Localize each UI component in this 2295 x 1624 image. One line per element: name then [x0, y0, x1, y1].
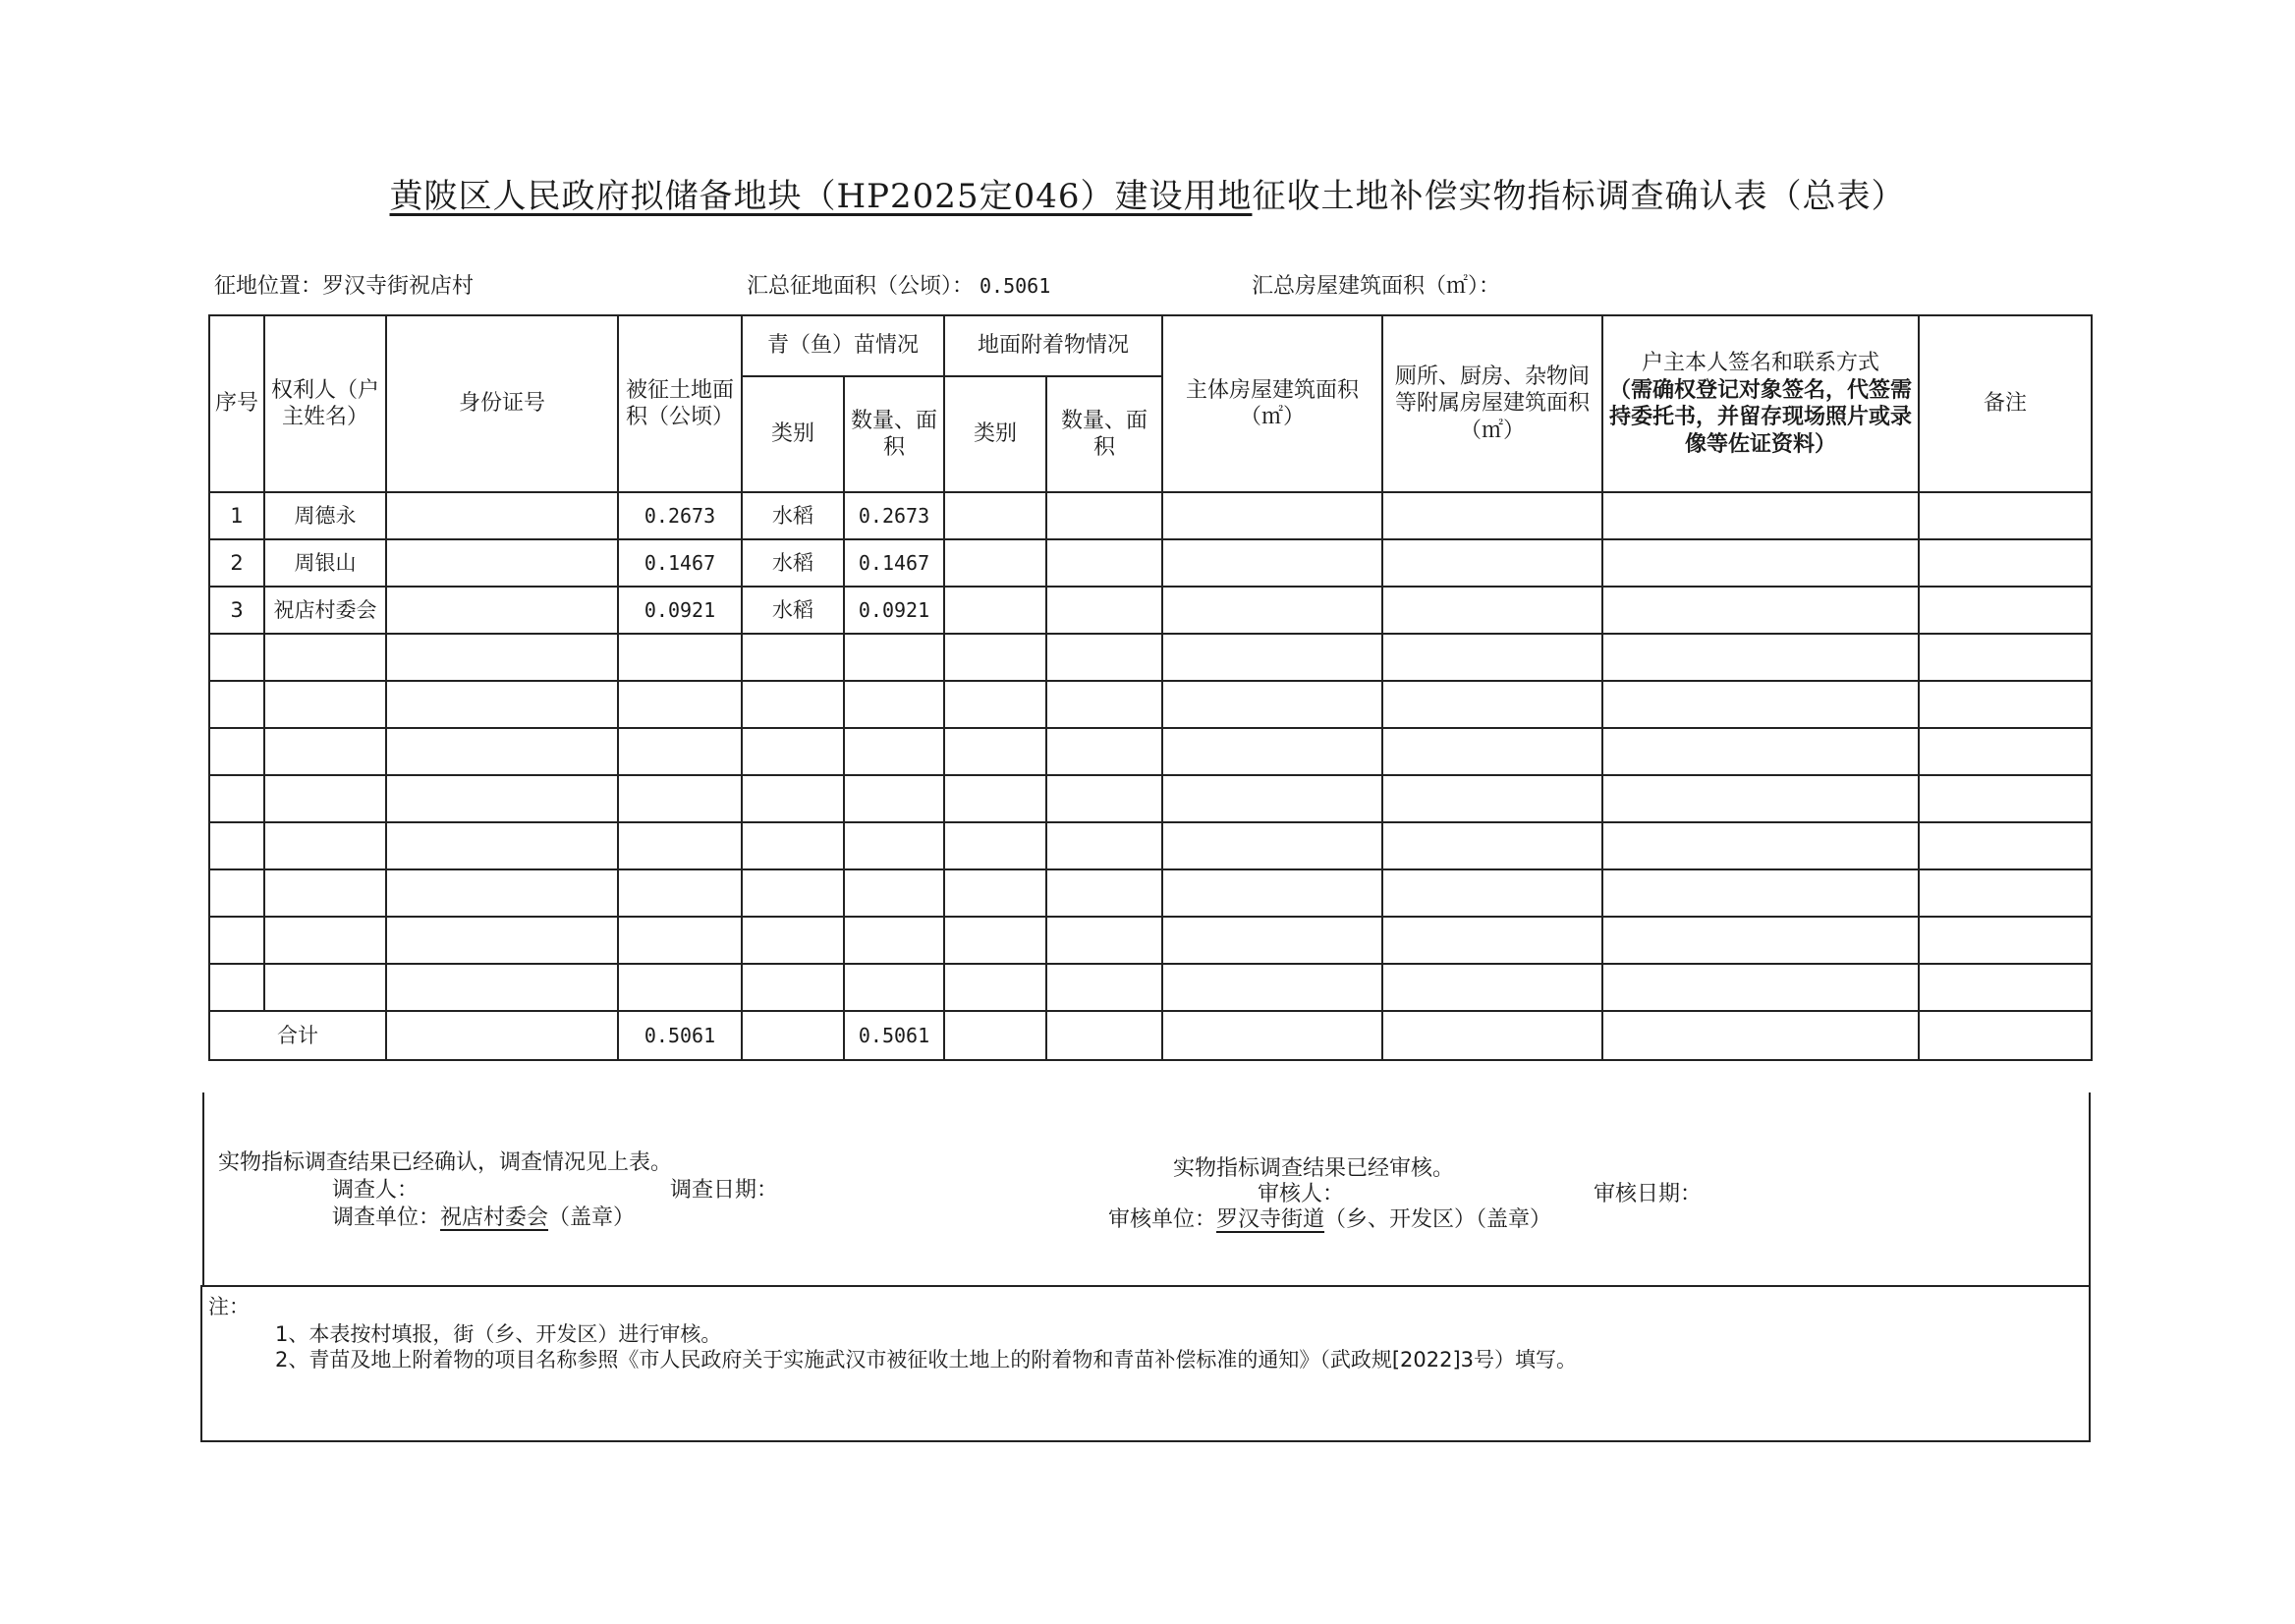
cell-attach-type — [944, 869, 1046, 917]
cell-main-building — [1162, 539, 1382, 587]
cell-owner: 祝店村委会 — [264, 587, 386, 634]
cell-signature — [1602, 775, 1919, 822]
cell-attach-type — [944, 681, 1046, 728]
cell-land — [618, 775, 742, 822]
cell-crop-type — [742, 822, 844, 869]
cell-crop-type: 水稻 — [742, 539, 844, 587]
total-row — [209, 1011, 2092, 1060]
cell-crop-qty — [844, 869, 944, 917]
total-area-label: 汇总征地面积（公顷）： — [747, 274, 975, 299]
cell-land — [618, 917, 742, 964]
cell-attach-type — [944, 539, 1046, 587]
total-label: 合计 — [209, 1011, 386, 1060]
total-main-building — [1162, 1011, 1382, 1060]
cell-land — [618, 869, 742, 917]
notes-section — [200, 1285, 2091, 1442]
cell-signature — [1602, 539, 1919, 587]
review-unit-value: 罗汉寺街道 — [1216, 1207, 1325, 1232]
table-row-empty — [209, 917, 2092, 964]
investigation-unit — [332, 1201, 635, 1231]
header-signature — [1602, 315, 1919, 492]
building-area-info — [1252, 269, 1500, 300]
cell-main-building — [1162, 964, 1382, 1011]
cell-crop-qty: 0.0921 — [844, 587, 944, 634]
cell-attach-type — [944, 587, 1046, 634]
investigation-unit-label: 调查单位： — [332, 1205, 441, 1230]
cell-land: 0.0921 — [618, 587, 742, 634]
cell-remarks — [1919, 539, 2092, 587]
header-signature-note: （需确权登记对象签名，代签需持委托书，并留存现场照片或录像等佐证资料） — [1609, 377, 1913, 457]
cell-remarks — [1919, 917, 2092, 964]
table-row-empty — [209, 775, 2092, 822]
cell-aux-building — [1382, 492, 1602, 539]
cell-attach-qty — [1046, 492, 1162, 539]
cell-main-building — [1162, 492, 1382, 539]
total-crop-type — [742, 1011, 844, 1060]
cell-signature — [1602, 587, 1919, 634]
cell-attach-qty — [1046, 587, 1162, 634]
cell-crop-qty — [844, 964, 944, 1011]
cell-owner — [264, 964, 386, 1011]
table-row — [209, 492, 2092, 539]
cell-id — [386, 822, 618, 869]
cell-owner — [264, 681, 386, 728]
cell-land — [618, 964, 742, 1011]
cell-crop-qty: 0.2673 — [844, 492, 944, 539]
header-id-number: 身份证号 — [386, 315, 618, 492]
cell-crop-type — [742, 681, 844, 728]
cell-aux-building — [1382, 728, 1602, 775]
cell-owner — [264, 822, 386, 869]
cell-crop-qty — [844, 917, 944, 964]
cell-owner: 周银山 — [264, 539, 386, 587]
title-part-2: 征收土地补偿实物指标调查确认表（总表） — [1252, 177, 1906, 216]
cell-seq — [209, 728, 264, 775]
cell-crop-qty — [844, 822, 944, 869]
cell-attach-qty — [1046, 917, 1162, 964]
location-value: 罗汉寺街祝店村 — [322, 274, 475, 299]
cell-attach-qty — [1046, 775, 1162, 822]
cell-signature — [1602, 869, 1919, 917]
header-crop-quantity: 数量、面积 — [844, 376, 944, 492]
cell-seq: 2 — [209, 539, 264, 587]
table-row-empty — [209, 728, 2092, 775]
note-item-2: 2、青苗及地上附着物的项目名称参照《市人民政府关于实施武汉市被征收土地上的附着物和青苗补偿标准的通知》（武政规[2022]3号）填写。 — [275, 1348, 1578, 1372]
total-area-info — [747, 269, 1050, 300]
cell-attach-qty — [1046, 681, 1162, 728]
cell-crop-qty — [844, 634, 944, 681]
cell-signature — [1602, 681, 1919, 728]
cell-main-building — [1162, 681, 1382, 728]
review-date-label: 审核日期： — [1594, 1182, 1703, 1206]
cell-id — [386, 775, 618, 822]
cell-seq — [209, 869, 264, 917]
cell-main-building — [1162, 775, 1382, 822]
header-crop-category: 类别 — [742, 376, 844, 492]
cell-attach-type — [944, 822, 1046, 869]
cell-land: 0.1467 — [618, 539, 742, 587]
total-area-value: 0.5061 — [980, 274, 1051, 298]
cell-aux-building — [1382, 869, 1602, 917]
cell-main-building — [1162, 728, 1382, 775]
cell-main-building — [1162, 634, 1382, 681]
cell-land: 0.2673 — [618, 492, 742, 539]
notes-label: 注： — [208, 1295, 250, 1318]
cell-id — [386, 492, 618, 539]
cell-land — [618, 681, 742, 728]
cell-crop-type: 水稻 — [742, 492, 844, 539]
cell-id — [386, 917, 618, 964]
cell-signature — [1602, 917, 1919, 964]
cell-seq: 3 — [209, 587, 264, 634]
cell-aux-building — [1382, 634, 1602, 681]
cell-id — [386, 587, 618, 634]
review-unit — [1108, 1203, 1551, 1233]
cell-land — [618, 728, 742, 775]
cell-owner — [264, 869, 386, 917]
investigation-unit-seal: （盖章） — [548, 1205, 636, 1230]
title-part-1: 黄陂区人民政府拟储备地块（HP2025定046）建设用地 — [389, 177, 1253, 216]
cell-aux-building — [1382, 822, 1602, 869]
building-area-label: 汇总房屋建筑面积（㎡）： — [1252, 274, 1501, 299]
cell-remarks — [1919, 869, 2092, 917]
table-row-empty — [209, 634, 2092, 681]
header-attach-category: 类别 — [944, 376, 1046, 492]
cell-attach-qty — [1046, 728, 1162, 775]
cell-attach-qty — [1046, 869, 1162, 917]
cell-seq: 1 — [209, 492, 264, 539]
cell-seq — [209, 917, 264, 964]
review-statement: 实物指标调查结果已经审核。 — [1173, 1156, 1455, 1181]
cell-land — [618, 634, 742, 681]
cell-main-building — [1162, 587, 1382, 634]
cell-aux-building — [1382, 964, 1602, 1011]
table-row-empty — [209, 681, 2092, 728]
cell-aux-building — [1382, 681, 1602, 728]
total-id — [386, 1011, 618, 1060]
cell-crop-type — [742, 917, 844, 964]
cell-owner — [264, 634, 386, 681]
cell-crop-type — [742, 775, 844, 822]
reviewer-label: 审核人： — [1258, 1182, 1345, 1206]
cell-id — [386, 634, 618, 681]
cell-crop-qty: 0.1467 — [844, 539, 944, 587]
location-info — [214, 269, 474, 300]
cell-remarks — [1919, 728, 2092, 775]
location-label: 征地位置： — [214, 274, 323, 299]
header-main-building: 主体房屋建筑面积（㎡） — [1162, 315, 1382, 492]
cell-remarks — [1919, 775, 2092, 822]
header-aux-building: 厕所、厨房、杂物间等附属房屋建筑面积（㎡） — [1382, 315, 1602, 492]
cell-aux-building — [1382, 775, 1602, 822]
cell-signature — [1602, 492, 1919, 539]
header-attachments-group: 地面附着物情况 — [944, 315, 1162, 376]
cell-signature — [1602, 634, 1919, 681]
cell-attach-type — [944, 728, 1046, 775]
confirmation-section — [202, 1092, 2091, 1287]
cell-crop-type: 水稻 — [742, 587, 844, 634]
cell-remarks — [1919, 634, 2092, 681]
cell-attach-type — [944, 634, 1046, 681]
cell-main-building — [1162, 917, 1382, 964]
total-attach-type — [944, 1011, 1046, 1060]
cell-remarks — [1919, 822, 2092, 869]
cell-owner — [264, 775, 386, 822]
cell-remarks — [1919, 681, 2092, 728]
cell-seq — [209, 775, 264, 822]
header-signature-title: 户主本人签名和联系方式 — [1642, 351, 1880, 375]
cell-aux-building — [1382, 587, 1602, 634]
cell-aux-building — [1382, 539, 1602, 587]
cell-signature — [1602, 964, 1919, 1011]
page-title — [0, 169, 2295, 217]
cell-crop-qty — [844, 728, 944, 775]
cell-crop-type — [742, 869, 844, 917]
cell-attach-qty — [1046, 539, 1162, 587]
cell-crop-type — [742, 964, 844, 1011]
header-seq: 序号 — [209, 315, 264, 492]
cell-attach-type — [944, 964, 1046, 1011]
investigation-date-label: 调查日期： — [670, 1178, 779, 1203]
cell-owner — [264, 917, 386, 964]
cell-land — [618, 822, 742, 869]
review-unit-suffix: （乡、开发区）（盖章） — [1324, 1207, 1552, 1232]
total-crop-qty: 0.5061 — [844, 1011, 944, 1060]
cell-attach-qty — [1046, 964, 1162, 1011]
cell-main-building — [1162, 822, 1382, 869]
cell-seq — [209, 822, 264, 869]
total-signature — [1602, 1011, 1919, 1060]
investigator-label: 调查人： — [332, 1178, 420, 1203]
cell-seq — [209, 681, 264, 728]
cell-attach-qty — [1046, 822, 1162, 869]
cell-remarks — [1919, 492, 2092, 539]
cell-id — [386, 539, 618, 587]
table-row-empty — [209, 822, 2092, 869]
cell-crop-qty — [844, 681, 944, 728]
cell-id — [386, 964, 618, 1011]
investigation-statement: 实物指标调查结果已经确认，调查情况见上表。 — [218, 1150, 673, 1175]
total-attach-qty — [1046, 1011, 1162, 1060]
cell-owner: 周德永 — [264, 492, 386, 539]
cell-signature — [1602, 822, 1919, 869]
cell-remarks — [1919, 964, 2092, 1011]
cell-attach-type — [944, 775, 1046, 822]
cell-seq — [209, 964, 264, 1011]
header-remarks: 备注 — [1919, 315, 2092, 492]
cell-seq — [209, 634, 264, 681]
table-row-empty — [209, 964, 2092, 1011]
table-row — [209, 539, 2092, 587]
total-aux-building — [1382, 1011, 1602, 1060]
cell-crop-qty — [844, 775, 944, 822]
header-owner: 权利人（户主姓名） — [264, 315, 386, 492]
table-row — [209, 587, 2092, 634]
note-item-1: 1、本表按村填报，街（乡、开发区）进行审核。 — [275, 1322, 722, 1346]
cell-id — [386, 728, 618, 775]
cell-id — [386, 681, 618, 728]
cell-main-building — [1162, 869, 1382, 917]
cell-signature — [1602, 728, 1919, 775]
cell-remarks — [1919, 587, 2092, 634]
cell-owner — [264, 728, 386, 775]
total-land: 0.5061 — [618, 1011, 742, 1060]
compensation-table — [208, 314, 2093, 1061]
cell-attach-type — [944, 917, 1046, 964]
total-remarks — [1919, 1011, 2092, 1060]
header-attach-quantity: 数量、面积 — [1046, 376, 1162, 492]
cell-attach-qty — [1046, 634, 1162, 681]
header-land-area: 被征土地面积（公顷） — [618, 315, 742, 492]
investigation-unit-value: 祝店村委会 — [440, 1205, 549, 1230]
cell-attach-type — [944, 492, 1046, 539]
review-unit-label: 审核单位： — [1108, 1207, 1217, 1232]
cell-crop-type — [742, 634, 844, 681]
table-row-empty — [209, 869, 2092, 917]
cell-crop-type — [742, 728, 844, 775]
cell-aux-building — [1382, 917, 1602, 964]
header-crops-group: 青（鱼）苗情况 — [742, 315, 944, 376]
cell-id — [386, 869, 618, 917]
